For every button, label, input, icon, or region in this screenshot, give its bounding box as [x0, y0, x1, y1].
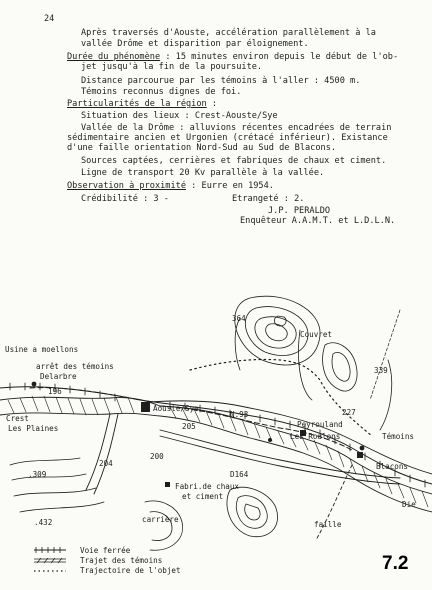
legend-witness-path: Trajet des témoins: [80, 556, 163, 565]
map-label-339: 339: [374, 366, 388, 375]
legend-symbols: [34, 547, 66, 571]
map-label-usine: Usine a moellons: [5, 345, 79, 354]
map-label-lesroulons: Les Roulons: [290, 432, 341, 441]
map-label-blacons: Blacons: [376, 462, 409, 471]
duration-heading: Durée du phénomène: [67, 52, 161, 62]
signature-name: J.P. PERALDO: [268, 206, 331, 216]
text-line-9: Vallée de la Drôme : alluvions récentes encadrées de terrain: [81, 123, 392, 133]
text-line-12: Sources captées, cerrières et fabriques de chaux et ciment.: [81, 156, 387, 166]
map-label-227: 227: [342, 408, 356, 417]
region-heading-line: [67, 99, 217, 109]
text-line-11: d'une faille orientation Nord-Sud au Sud de Blacons.: [67, 143, 337, 153]
map-label-crest: Crest: [6, 414, 29, 423]
text-line-8: Situation des lieux : Crest-Aouste/Sye: [81, 111, 278, 121]
text-line-10: sédimentaire ancien et Urgonien (crétacé inférieur). Existance: [67, 133, 388, 143]
legend-railway: Voie ferrée: [80, 546, 131, 555]
map-label-d164: D164: [230, 470, 249, 479]
factory-marker: [165, 482, 170, 487]
text-line-4: jet jusqu'à la fin de la poursuite.: [81, 62, 263, 72]
map-label-205: 205: [182, 422, 196, 431]
map-label-peyrouland: Peyrouland: [297, 420, 343, 429]
map-label-fabri: Fabri.de chaux: [175, 482, 240, 491]
witness-stop-marker: [32, 382, 37, 387]
strangeness-text: Etrangeté : 2.: [232, 194, 305, 204]
observation-heading: Observation à proximité: [67, 181, 186, 191]
map-label-309: .309: [28, 470, 47, 479]
credibility-text: Crédibilité : 3 -: [81, 194, 169, 204]
map-label-carriere: carrière: [142, 515, 179, 524]
map-label-temoins: Témoins: [382, 432, 415, 441]
map-label-200: 200: [150, 452, 164, 461]
object-trajectory: [190, 359, 372, 436]
observation-line: [67, 181, 274, 191]
observation-text: : Eurre en 1954.: [186, 181, 274, 191]
map-sketch: [0, 290, 432, 590]
text-line-5: Distance parcourue par les témoins à l'aller : 4500 m.: [81, 76, 361, 86]
page-number: 24: [44, 14, 55, 24]
map-label-delarbre: Delarbre: [40, 372, 77, 381]
region-heading: Particularités de la région: [67, 99, 207, 109]
signature-title: Enquêteur A.A.M.T. et L.D.L.N.: [240, 216, 396, 226]
aouste-town-marker: [141, 402, 150, 412]
text-line-1: Après traversés d'Aouste, accélération parallèlement à la: [81, 28, 376, 38]
map-label-couvret: Couvret: [300, 330, 333, 339]
text-line-13: Ligne de transport 20 Kv parallèle à la vallée.: [81, 168, 325, 178]
map-label-196: 196: [48, 387, 62, 396]
map-label-plaines: Les Plaines: [8, 424, 59, 433]
blacons-town-marker: [357, 452, 363, 458]
map-label-die: Die: [402, 500, 416, 509]
legend-object-trajectory: Trajectoire de l'objet: [80, 566, 181, 575]
map-label-faille: faille: [314, 520, 342, 529]
map-label-204: 204: [99, 459, 113, 468]
duration-text: : 15 minutes environ depuis le début de l'ob-: [160, 52, 399, 62]
map-label-n93: N.93: [230, 410, 249, 419]
region-heading-colon: :: [206, 99, 218, 109]
road-d164: [160, 430, 400, 484]
power-line: [370, 310, 400, 400]
hill-contours-west: [10, 458, 104, 512]
witness-marker: [360, 446, 365, 451]
map-label-ciment: et ciment: [182, 492, 224, 501]
text-line-6: Témoins reconnus dignes de foi.: [81, 87, 242, 97]
railway-line: [0, 383, 432, 487]
map-label-arret: arrêt des témoins: [36, 362, 114, 371]
map-label-432: .432: [34, 518, 53, 527]
peyrouland-marker: [268, 438, 272, 442]
figure-number: 7.2: [382, 553, 409, 574]
map-label-364: 364: [232, 314, 246, 323]
text-line-2: vallée Drôme et disparition par éloignement.: [81, 39, 309, 49]
map-label-aouste: Aouste/Sye: [153, 404, 199, 413]
duration-line: [67, 52, 398, 62]
